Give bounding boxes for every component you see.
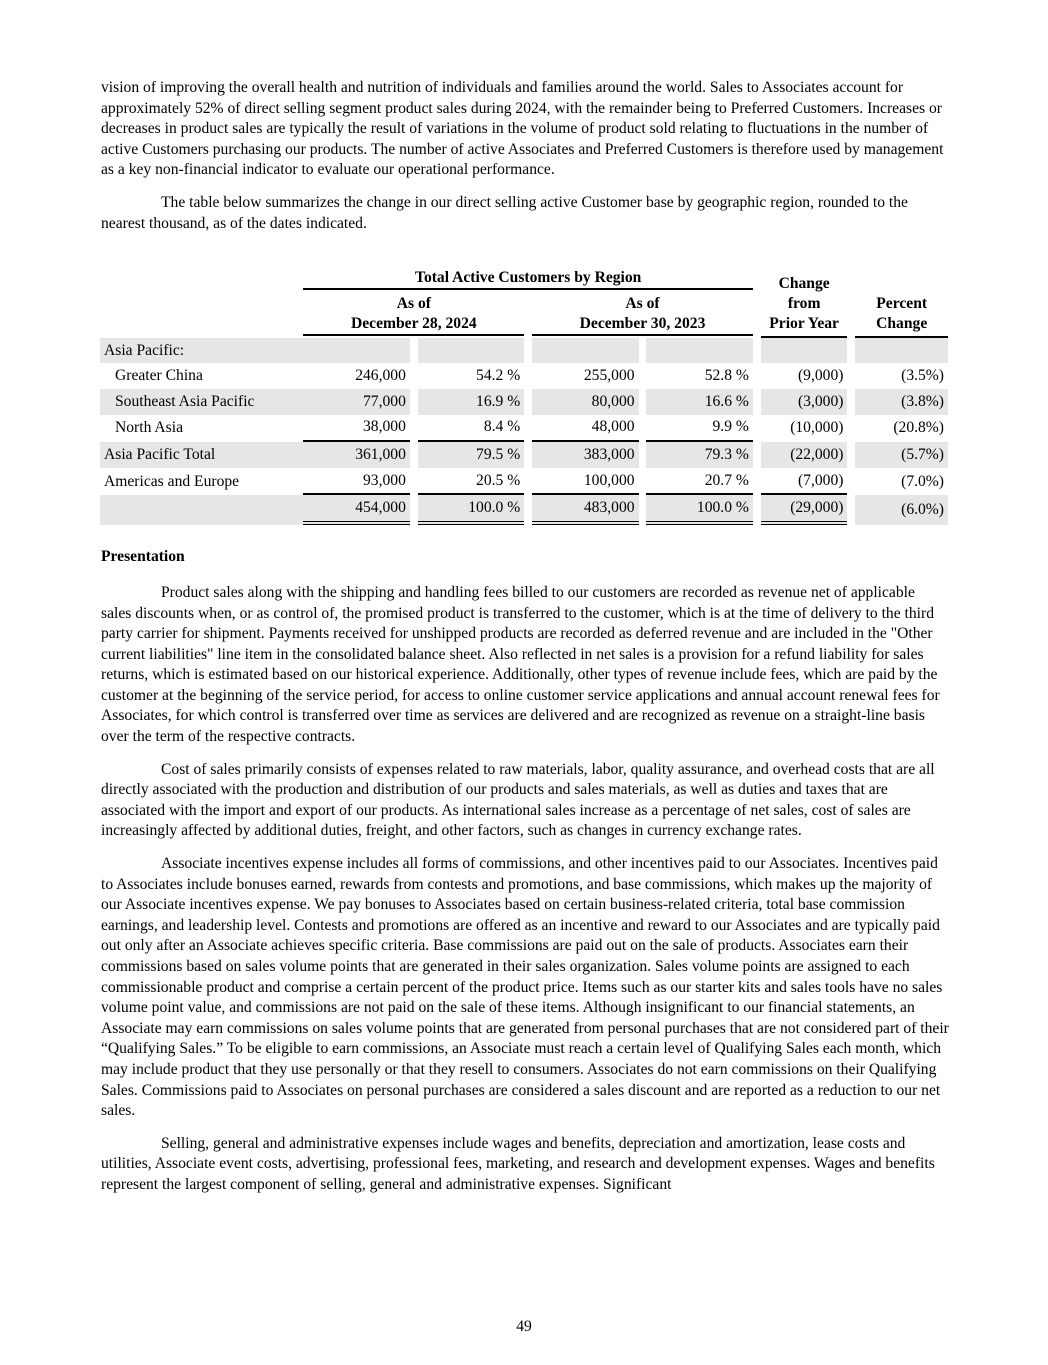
intro-paragraph: vision of improving the overall health and nutrition of individuals and families around the world. Sales to Associates account for approximately 52% of direct selling segment product sales during 2024, with the remainder being to Preferred Customers. Increases or decreases in product sales are typically the result of variations in the volume of product sold relating to fluctuations in the number of active Customers purchasing our products. The number of active Associates and Preferred Customers is therefore used by management as a key non-financial indicator to evaluate our operational performance.	[101, 79, 944, 179]
table-row: Southeast Asia Pacific 77,000 16.9 % 80,000 16.6 % (3,000) (3.8%)	[100, 389, 948, 415]
change-header: Change from Prior Year	[769, 274, 839, 332]
sga-paragraph: Selling, general and administrative expenses include wages and benefits, depreciation and amortization, lease costs and utilities, Associate event costs, advertising, professional fees, marketing, and research and development expenses. Wages and benefits represent the largest component of selling, general and administrative expenses. Significant	[101, 1134, 935, 1193]
group-header: Total Active Customers by Region	[303, 264, 752, 290]
table-intro-paragraph: The table below summarizes the change in our direct selling active Customer base by geographic region, rounded to the nearest thousand, as of the dates indicated.	[101, 193, 908, 232]
section-label: Asia Pacific:	[100, 338, 303, 364]
header-dec-2023: As of December 30, 2023	[532, 290, 753, 336]
cost-of-sales-paragraph: Cost of sales primarily consists of expenses related to raw materials, labor, quality assurance, and overhead costs that are all directly associated with the production and distribution of our products and sales materials, as well as duties and taxes that are associated with the import and export of our products. As international sales increase as a percentage of net sales, cost of sales are increasingly affected by additional duties, freight, and other factors, such as changes in currency exchange rates.	[101, 760, 935, 840]
table-row: North Asia 38,000 8.4 % 48,000 9.9 % (10,000) (20.8%)	[100, 415, 948, 443]
table-row-subtotal: Asia Pacific Total 361,000 79.5 % 383,000 79.3 % (22,000) (5.7%)	[100, 442, 948, 468]
table-row-total: 454,000 100.0 % 483,000 100.0 % (29,000) (6.0%)	[100, 495, 948, 525]
table-header-row-1	[100, 264, 948, 290]
header-dec-2024: As of December 28, 2024	[303, 290, 524, 336]
associate-incentives-paragraph: Associate incentives expense includes all forms of commissions, and other incentives paid to our Associates. Incentives paid to Associates include bonuses earned, rewards from contests and promotions, and base commissions, which makes up the majority of our Associate incentives expense. We pay bonuses to Associates based on certain business-related criteria, total base commission earnings, and leadership level. Contests and promotions are offered as an incentive and reward to our Associates and are typically paid out only after an Associate achieves specific criteria. Base commissions are paid out on the sale of products. Associates earn their commissions based on sales volume points that are generated in their sales organization. Sales volume points are assigned to each commissionable product and comprise a certain percent of the product price. Items such as our starter kits and sales tools have no sales volume point value, and commissions are not paid on the sale of these items. Although insignificant to our financial statements, an Associate may earn commissions on sales volume points that are generated from personal purchases that are not considered part of their “Qualifying Sales.” To be eligible to earn commissions, an Associate must reach a certain level of Qualifying Sales each month, which may include product that they use personally or that they resell to consumers. Associates do not earn commissions on their Qualifying Sales. Commissions paid to Associates on personal purchases are considered a sales discount and are reported as a reduction to our net sales.	[101, 855, 949, 1120]
percent-change-header: Percent Change	[876, 294, 928, 332]
table-row-section	[100, 338, 948, 364]
page-number: 49	[516, 1318, 532, 1335]
revenue-paragraph: Product sales along with the shipping and handling fees billed to our customers are recorded as revenue net of applicable sales discounts when, or as control of, the promised product is transferred to the customer, which is at the time of delivery to the third party carrier for shipment. Payments received for unshipped products are recorded as deferred revenue and are included in the "Other current liabilities" line item in the consolidated balance sheet. Also reflected in net sales is a provision for a refund liability for sales returns, which is estimated based on our historical experience. Additionally, other types of revenue include fees, which are paid by the customer at the beginning of the service period, for access to online customer service applications and annual account renewal fees for Associates, for which control is transferred over time as services are delivered and are recognized as revenue on a straight-line basis over the term of the respective contracts.	[101, 583, 940, 746]
table-row: Americas and Europe 93,000 20.5 % 100,000 20.7 % (7,000) (7.0%)	[100, 468, 948, 496]
active-customers-table	[100, 264, 948, 525]
table-row: Greater China 246,000 54.2 % 255,000 52.8 % (9,000) (3.5%)	[115, 367, 944, 385]
presentation-heading: Presentation	[101, 547, 185, 565]
document-page	[101, 78, 949, 1196]
